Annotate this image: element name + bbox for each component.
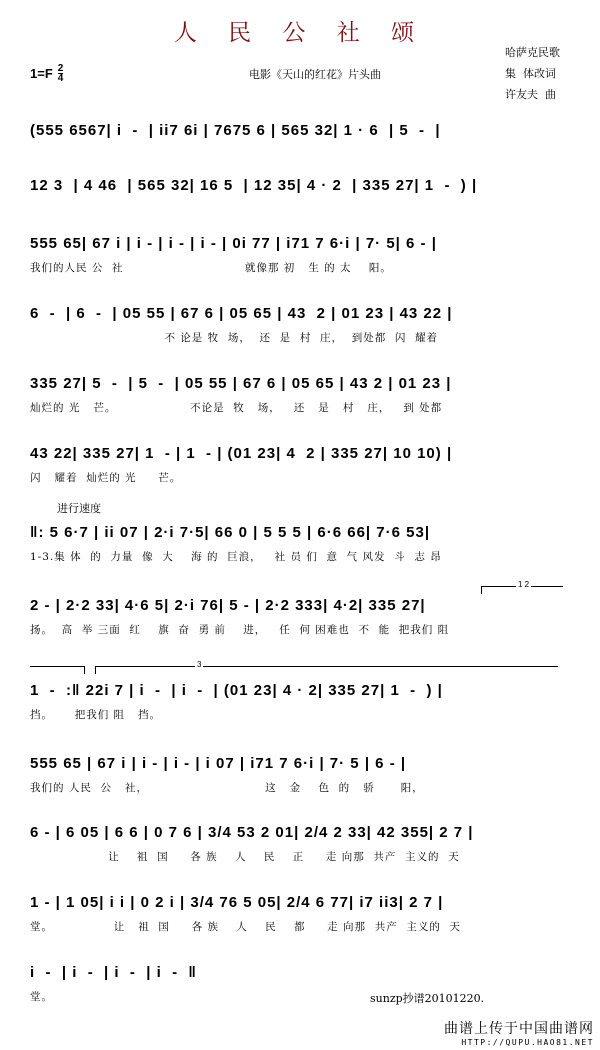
volta-bracket-continue <box>30 666 84 667</box>
score-system-10 <box>30 753 575 796</box>
notation-line: (555 6567| i - | ii7 6i | 7675 6 | 565 32| 1 · 6 | 5 - | <box>30 122 441 139</box>
subtitle: 电影《天山的红花》片头曲 <box>249 68 381 81</box>
score-system-9 <box>30 680 575 723</box>
lyrics-line: 挡。 把我们 阻 挡。 <box>30 709 162 721</box>
volta-bracket-end <box>84 666 85 674</box>
score-system-7 <box>30 522 575 565</box>
time-denominator: 4 <box>57 73 64 84</box>
notation-line: 335 27| 5 - | 5 - | 05 55 | 67 6 | 05 65 | 43 2 | 01 23 | <box>30 375 452 392</box>
notation-line: i - | i - | i - | i - ‖ <box>30 964 197 981</box>
copyist-note: sunzp抄谱20101220. <box>370 992 485 1005</box>
score-system-6 <box>30 443 575 486</box>
score-system-8 <box>30 595 575 638</box>
credit-composer: 许友夫 曲 <box>505 88 556 101</box>
lyrics-line: 我们的 人民 公 社， 这 金 色 的 骄 阳， <box>30 782 424 794</box>
notation-line: 6 - | 6 - | 05 55 | 67 6 | 05 65 | 43 2 | 01 23 | 43 22 | <box>30 305 453 322</box>
score-system-1 <box>30 120 575 142</box>
credit-origin: 哈萨克民歌 <box>505 46 560 59</box>
notation-line: ‖: 5 6·7 | ii 07 | 2·i 7·5| 66 0 | 5 5 5 | 6·6 66| 7·6 53| <box>30 524 431 541</box>
lyrics-line: 我们的人民 公 社 就像那 初 生 的 太 阳。 <box>30 262 392 274</box>
credits <box>505 42 560 105</box>
lyrics-line: 1-3.集 体 的 力量 像 大 海 的 巨浪， 社 员 们 意 气 风发 斗 志 昂 <box>30 551 442 563</box>
score-system-5 <box>30 373 575 416</box>
notation-line: 6 - | 6 05 | 6 6 | 0 7 6 | 3/4 53 2 01| 2/4 2 33| 42 355| 2 7 | <box>30 824 474 841</box>
score-system-11 <box>30 822 575 865</box>
volta-bracket-start <box>481 586 482 594</box>
key-label: 1=F <box>30 66 53 81</box>
time-numerator: 2 <box>57 63 64 74</box>
volta-bracket-3-start <box>95 666 96 674</box>
score-system-4 <box>30 303 575 346</box>
lyrics-line: 堂。 让 祖 国 各 族 人 民 都 走 向那 共产 主义的 天 <box>30 921 462 933</box>
watermark-text: 曲谱上传于中国曲谱网 <box>444 1021 594 1037</box>
tempo-marking: 进行速度 <box>57 502 101 515</box>
volta-label: 1 2 <box>518 580 530 589</box>
notation-line: 555 65 | 67 i | i - | i - | i 07 | i71 7 6·i | 7· 5 | 6 - | <box>30 755 407 772</box>
notation-line: 12 3 | 4 46 | 565 32| 16 5 | 12 35| 4 · 2 | 335 27| 1 - ) | <box>30 177 478 194</box>
notation-line: 1 - | 1 05| i i | 0 2 i | 3/4 76 5 05| 2/4 6 77| i7 ii3| 2 7 | <box>30 894 444 911</box>
song-title: 人 民 公 社 颂 <box>173 20 427 46</box>
lyrics-line: 灿烂的 光 芒。 不论是 牧 场， 还 是 村 庄， 到 处都 <box>30 402 443 414</box>
notation-line: 1 - :‖ 22i 7 | i - | i - | (01 23| 4 · 2| 335 27| 1 - ) | <box>30 682 443 699</box>
watermark-url[interactable]: HTTP://QUPU.HAO81.NET <box>461 1038 594 1047</box>
lyrics-line: 让 祖 国 各 族 人 民 正 走 向那 共产 主义的 天 <box>30 851 460 863</box>
score-system-3 <box>30 233 575 276</box>
notation-line: 2 - | 2·2 33| 4·6 5| 2·i 76| 5 - | 2·2 333| 4·2| 335 27| <box>30 597 426 614</box>
score-system-12 <box>30 892 575 935</box>
lyrics-line: 闪 耀着 灿烂的 光 芒。 <box>30 472 182 484</box>
volta-label: 3 <box>197 660 202 669</box>
volta-bracket-3 <box>95 666 558 667</box>
score-system-13 <box>30 962 575 1005</box>
notation-line: 555 65| 67 i | i - | i - | i - | 0i 77 | i71 7 6·i | 7· 5| 6 - | <box>30 235 437 252</box>
lyrics-line: 堂。 <box>30 991 53 1003</box>
score-system-2 <box>30 175 575 197</box>
notation-line: 43 22| 335 27| 1 - | 1 - | (01 23| 4 2 | 335 27| 10 10) | <box>30 445 453 462</box>
lyrics-line: 扬。 高 举 三面 红 旗 奋 勇 前 进， 任 何 困难也 不 能 把我们 阻 <box>30 624 450 636</box>
site-watermark <box>444 1018 594 1047</box>
lyrics-line: 不 论是 牧 场， 还 是 村 庄， 到处都 闪 耀着 <box>30 332 439 344</box>
credit-lyricist: 集 体改词 <box>505 67 556 80</box>
